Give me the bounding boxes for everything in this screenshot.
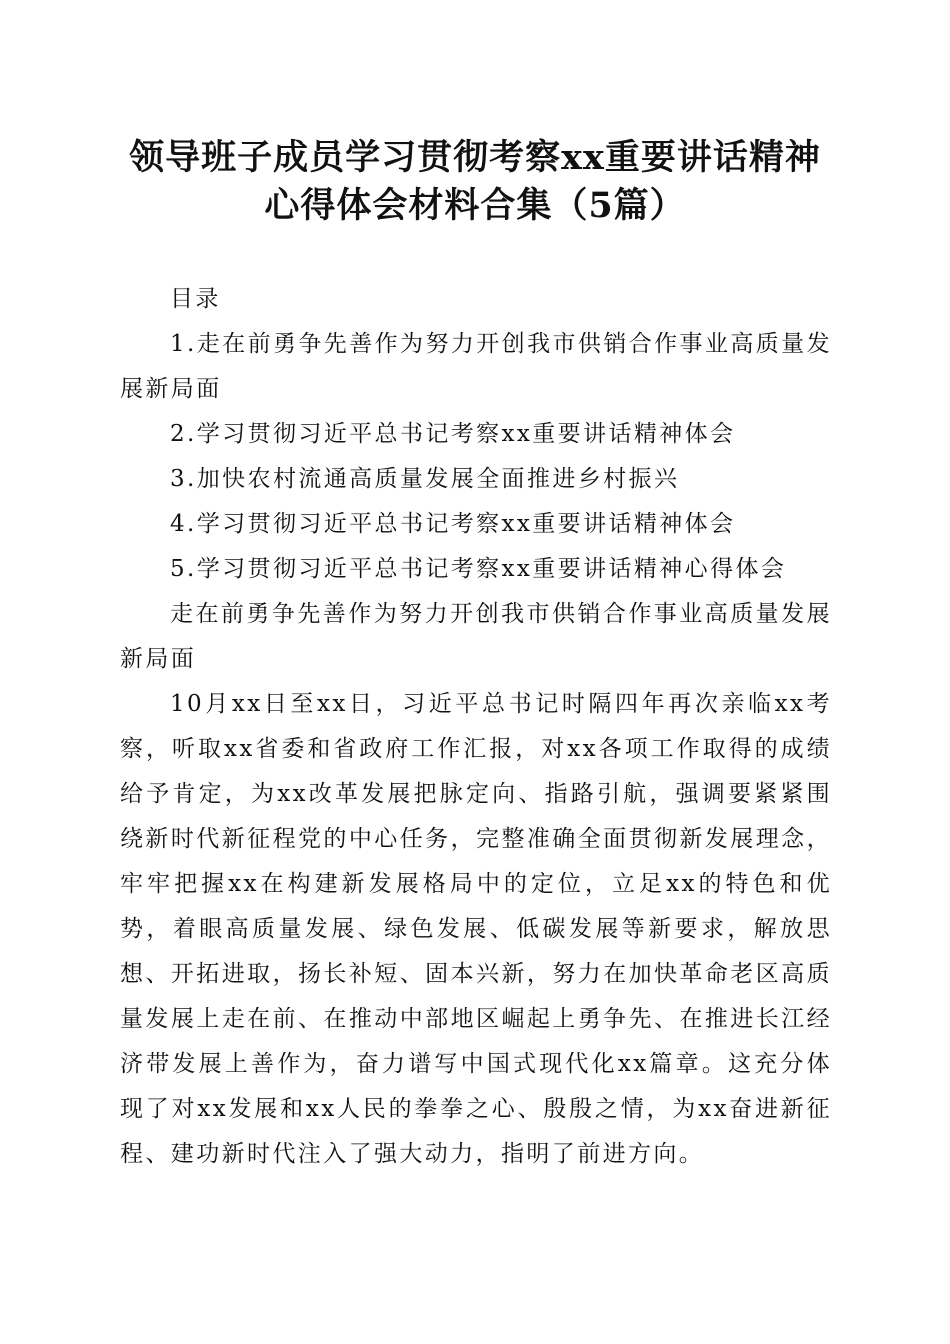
toc-item-2: 2.学习贯彻习近平总书记考察xx重要讲话精神体会: [170, 421, 736, 447]
toc-list: [120, 322, 832, 1177]
toc-item-4: 4.学习贯彻习近平总书记考察xx重要讲话精神体会: [170, 511, 736, 537]
document-title-line-2: 心得体会材料合集（5篇）: [264, 185, 686, 226]
document-title-line-1: 领导班子成员学习贯彻考察xx重要讲话精神: [129, 137, 821, 178]
toc-heading: 目录: [170, 286, 221, 312]
toc-item-3: 3.加快农村流通高质量发展全面推进乡村振兴: [170, 466, 680, 492]
article-heading: 走在前勇争先善作为努力开创我市供销合作事业高质量发展新局面: [120, 601, 832, 672]
toc-item-1: 1.走在前勇争先善作为努力开创我市供销合作事业高质量发展新局面: [120, 331, 832, 402]
toc-item-5: 5.学习贯彻习近平总书记考察xx重要讲话精神心得体会: [170, 556, 787, 582]
article-paragraph-1: 10月xx日至xx日，习近平总书记时隔四年再次亲临xx考察，听取xx省委和省政府工作汇报，对xx各项工作取得的成绩给予肯定，为xx改革发展把脉定向、指路引航，强调要紧紧围绕新时代新征程党的中心任务，完整准确全面贯彻新发展理念，牢牢把握xx在构建新发展格局中的定位，立足xx的特色和优势，着眼高质量发展、绿色发展、低碳发展等新要求，解放思想、开拓进取，扬长补短、固本兴新，努力在加快革命老区高质量发展上走在前、在推动中部地区崛起上勇争先、在推进长江经济带发展上善作为，奋力谱写中国式现代化xx篇章。这充分体现了对xx发展和xx人民的拳拳之心、殷殷之情，为xx奋进新征程、建功新时代注入了强大动力，指明了前进方向。: [120, 691, 832, 1167]
